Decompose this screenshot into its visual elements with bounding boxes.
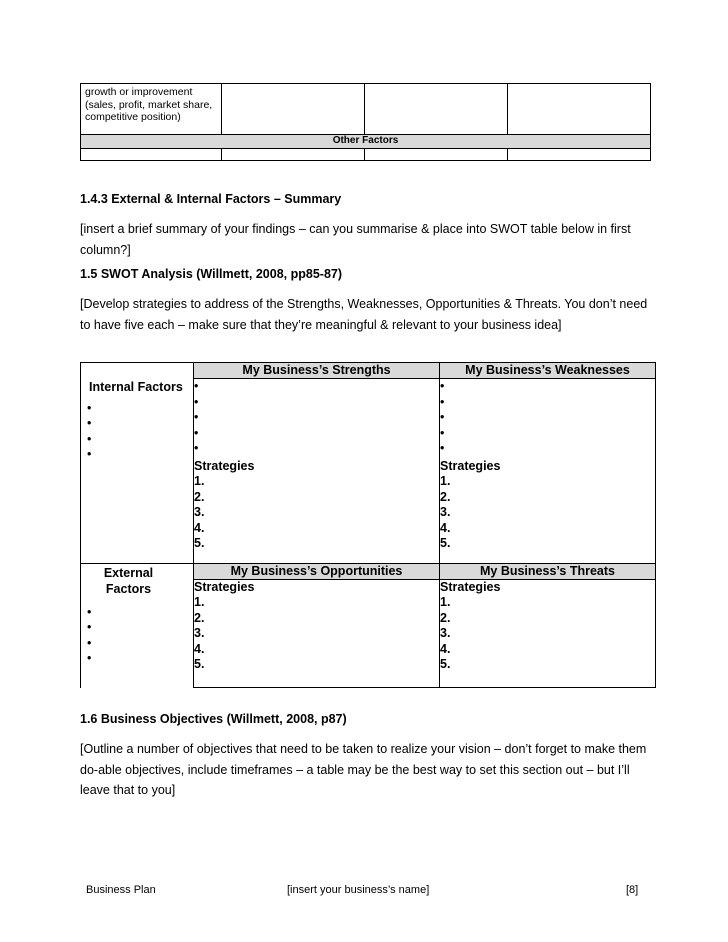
factors-table-cell xyxy=(508,84,651,135)
strength-bullet: • xyxy=(194,410,199,424)
strategy-number: 1. xyxy=(440,595,451,609)
strategy-number: 2. xyxy=(194,489,205,504)
strategy-number: 5. xyxy=(194,657,205,671)
strategy-number: 3. xyxy=(440,626,451,640)
strategy-number: 4. xyxy=(440,641,451,656)
strategy-number: 5. xyxy=(440,657,451,671)
strength-bullet: • xyxy=(194,441,199,455)
weakness-bullet: • xyxy=(440,425,445,440)
strengths-header: My Business’s Strengths xyxy=(194,363,440,379)
weakness-bullet: • xyxy=(440,394,445,409)
strategy-number: 2. xyxy=(440,610,451,625)
weaknesses-header: My Business’s Weaknesses xyxy=(440,363,656,379)
external-bullet: • xyxy=(87,604,92,619)
footer-page-number: [8] xyxy=(626,884,639,896)
factors-table-cell xyxy=(222,148,365,160)
strategy-number: 1. xyxy=(194,474,205,488)
factors-table-cell xyxy=(365,84,508,135)
footer-left: Business Plan xyxy=(86,884,156,896)
strengths-cell xyxy=(194,379,440,564)
factors-table-cell xyxy=(81,84,222,135)
objectives-text: [Outline a number of objectives that need to be taken to realize your vision – don’t forget to make them do-able objectives, include timeframes – a table may be the best way to set this section out – but I’ll leave that to you] xyxy=(80,742,647,797)
internal-bullet: • xyxy=(87,447,92,461)
strategy-number: 2. xyxy=(194,610,205,625)
strategy-number: 5. xyxy=(194,536,205,550)
threats-header: My Business’s Threats xyxy=(440,563,656,579)
internal-bullet: • xyxy=(87,400,92,415)
strategy-number: 1. xyxy=(440,474,451,488)
strategy-number: 3. xyxy=(194,626,205,640)
opportunities-cell xyxy=(194,579,440,688)
strength-bullet: • xyxy=(194,394,199,409)
strategy-number: 4. xyxy=(440,520,451,535)
opportunities-header: My Business’s Opportunities xyxy=(194,563,440,579)
weakness-bullet: • xyxy=(440,410,445,424)
strategy-number: 4. xyxy=(194,641,205,656)
strategy-number: 1. xyxy=(194,595,205,609)
strength-bullet: • xyxy=(194,425,199,440)
external-factors-label: External Factors xyxy=(103,565,154,596)
weaknesses-cell xyxy=(440,379,656,564)
factors-table-cell xyxy=(81,148,222,160)
threats-strategies-label: Strategies xyxy=(440,579,501,594)
factors-table-cell xyxy=(222,84,365,135)
strategy-number: 5. xyxy=(440,536,451,550)
weakness-bullet: • xyxy=(440,379,445,393)
strategy-number: 2. xyxy=(440,489,451,504)
external-factors-cell xyxy=(81,563,194,688)
internal-factors-label: Internal Factors xyxy=(89,379,183,394)
swot-table xyxy=(80,362,656,688)
external-bullet: • xyxy=(87,635,92,650)
factors-table-cell xyxy=(508,148,651,160)
other-factors-header: Other Factors xyxy=(81,135,651,149)
external-bullet: • xyxy=(87,620,92,634)
summary-text: [insert a brief summary of your findings – can you summarise & place into SWOT table below in first column?] xyxy=(80,222,631,257)
external-bullet: • xyxy=(87,651,92,665)
swot-corner-cell xyxy=(81,363,194,379)
strength-bullet: • xyxy=(194,379,199,393)
swot-heading: 1.5 SWOT Analysis (Willmett, 2008, pp85-87) xyxy=(80,267,343,281)
swot-text: [Develop strategies to address of the Strengths, Weaknesses, Opportunities & Threats. You don’t need to have five each – make sure that they’re meaningful & relevant to your business idea] xyxy=(80,297,648,332)
summary-heading: 1.4.3 External & Internal Factors – Summary xyxy=(80,192,342,206)
footer-center: [insert your business’s name] xyxy=(287,884,430,896)
growth-factor-text: growth or improvement (sales, profit, market share, competitive position) xyxy=(85,86,213,124)
strategy-number: 4. xyxy=(194,520,205,535)
weakness-bullet: • xyxy=(440,441,445,455)
strategy-number: 3. xyxy=(440,505,451,519)
strengths-strategies-label: Strategies xyxy=(194,458,255,473)
factors-table-cell xyxy=(365,148,508,160)
weaknesses-strategies-label: Strategies xyxy=(440,458,501,473)
internal-bullet: • xyxy=(87,416,92,430)
opportunities-strategies-label: Strategies xyxy=(194,579,255,594)
factors-table xyxy=(80,83,651,161)
objectives-heading: 1.6 Business Objectives (Willmett, 2008, p87) xyxy=(80,712,347,726)
internal-factors-cell xyxy=(81,379,194,564)
internal-bullet: • xyxy=(87,431,92,446)
strategy-number: 3. xyxy=(194,505,205,519)
threats-cell xyxy=(440,579,656,688)
